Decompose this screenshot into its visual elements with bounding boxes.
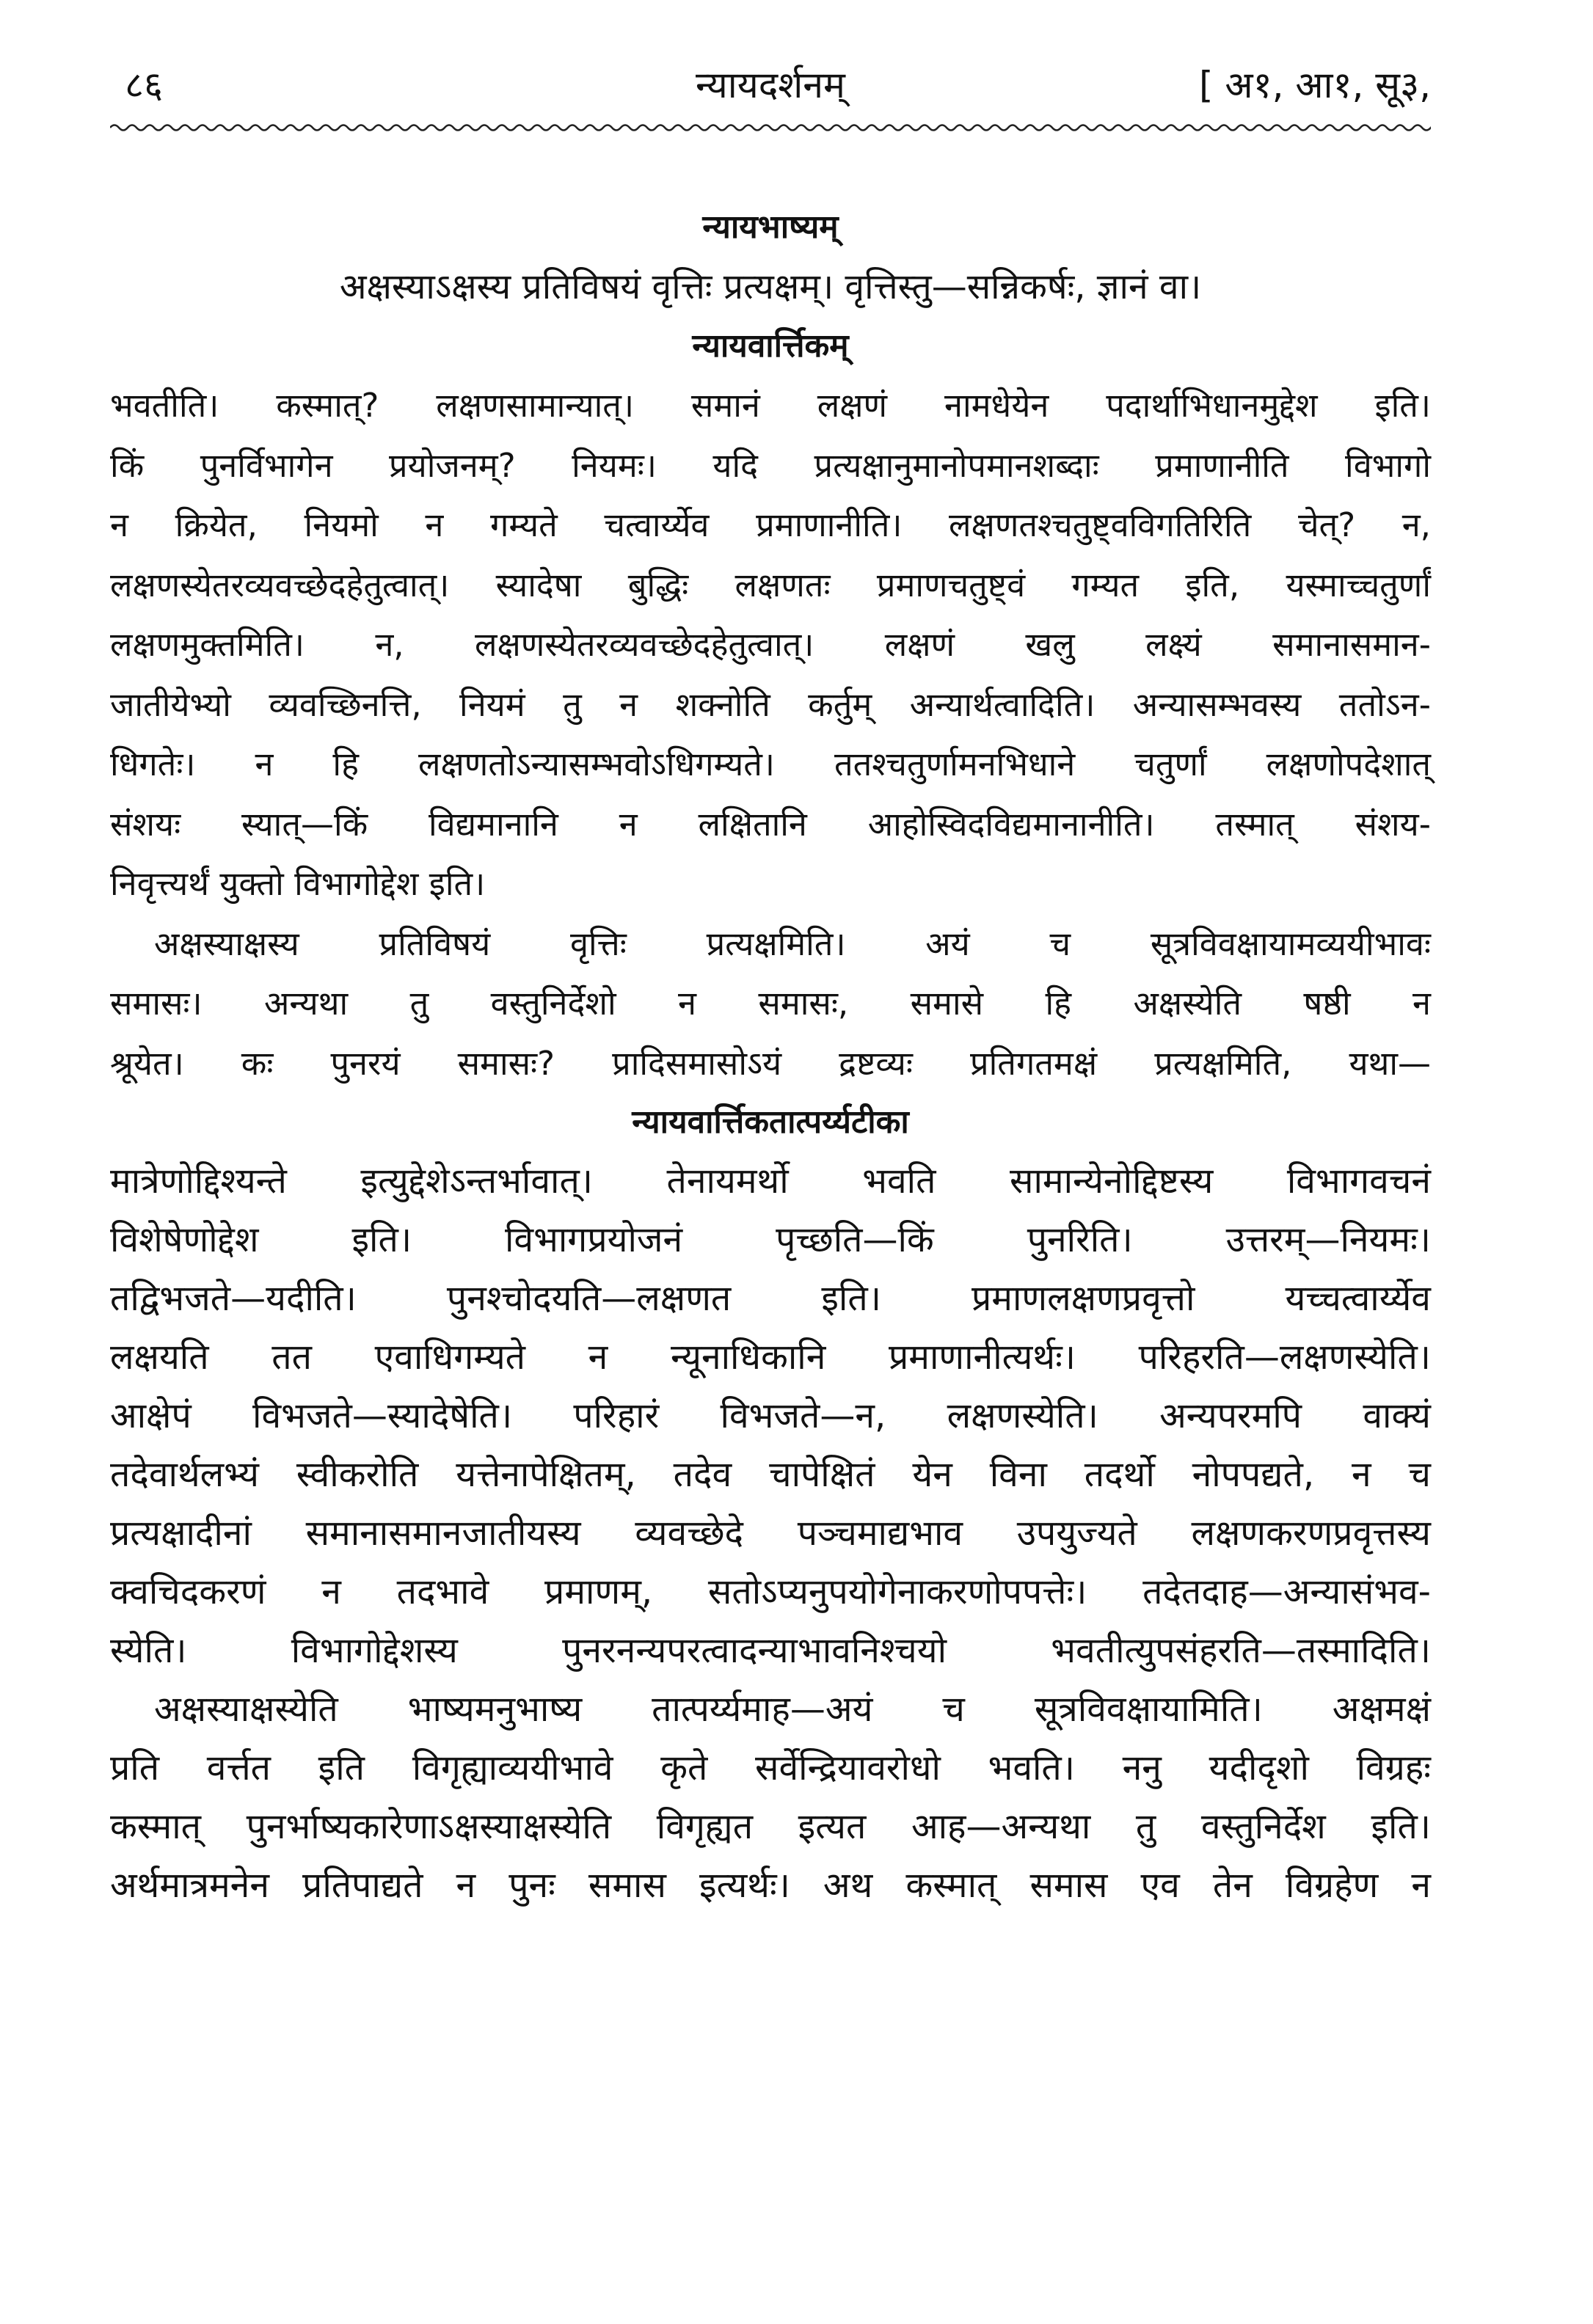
text-line: कस्मात् पुनर्भाष्यकारेणाऽक्षस्याक्षस्येति विगृह्यत इत्यत आह—अन्यथा तु वस्तुनिर्देश इति। <box>110 1806 1431 1847</box>
text-line: तद्विभजते—यदीति। पुनश्चोदयति—लक्षणत इति। प्रमाणलक्षणप्रवृत्तो यच्चत्वार्य्येव <box>110 1278 1431 1319</box>
page-header <box>110 59 1431 117</box>
text-line: प्रत्यक्षादीनां समानासमानजातीयस्य व्यवच्छेदे पञ्चमाद्यभाव उपयुज्यते लक्षणकरणप्रवृत्तस्य <box>110 1513 1431 1554</box>
tika-paragraph-2 <box>110 1680 1431 1915</box>
text-line: क्वचिदकरणं न तदभावे प्रमाणम्, सतोऽप्यनुपयोगेनाकरणोपपत्तेः। तदेतदाह—अन्यासंभव- <box>110 1571 1431 1612</box>
text-line: अर्थमात्रमनेन प्रतिपाद्यते न पुनः समास इत्यर्थः। अथ कस्मात् समास एव तेन विग्रहेण न <box>110 1865 1431 1906</box>
page-number: ८६ <box>125 64 163 106</box>
bhashya-text: अक्षस्याऽक्षस्य प्रतिविषयं वृत्तिः प्रत्यक्षम्। वृत्तिस्तु—सन्निकर्षः, ज्ञानं वा। <box>339 266 1202 307</box>
vartika-paragraph-2 <box>110 914 1431 1094</box>
text-line: विशेषेणोद्देश इति। विभागप्रयोजनं पृच्छति—किं पुनरिति। उत्तरम्—नियमः। <box>110 1219 1431 1260</box>
text-line: जातीयेभ्यो व्यवच्छिनत्ति, नियमं तु न शक्नोति कर्तुम् अन्यार्थत्वादिति। अन्यासम्भवस्य ततोऽन- <box>110 684 1431 724</box>
text-line: भवतीति। कस्मात्? लक्षणसामान्यात्। समानं लक्षणं नामधेयेन पदार्थाभिधानमुद्देश इति। <box>110 386 1431 425</box>
running-title: न्यायदर्शनम् <box>696 64 845 106</box>
text-line: श्रूयेत। कः पुनरयं समासः? प्रादिसमासोऽयं द्रष्टव्यः प्रतिगतमक्षं प्रत्यक्षमिति, यथा— <box>110 1043 1431 1083</box>
bhashya-heading: न्यायभाष्यम् <box>702 208 839 246</box>
vartika-heading: न्यायवार्त्तिकम् <box>692 327 849 365</box>
tika-heading: न्यायवार्त्तिकतात्पर्य्यटीका <box>632 1103 909 1141</box>
text-line: निवृत्त्यर्थं युक्तो विभागोद्देश इति। <box>110 864 486 903</box>
text-line: अक्षस्याक्षस्येति भाष्यमनुभाष्य तात्पर्य्यमाह—अयं च सूत्रविवक्षायामिति। अक्षमक्षं <box>154 1689 1431 1730</box>
tika-paragraph <box>110 1152 1431 1680</box>
text-line: संशयः स्यात्—किं विद्यमानानि न लक्षितानि आहोस्विदविद्यमानानीति। तस्मात् संशय- <box>110 804 1431 844</box>
text-line: प्रति वर्त्तत इति विगृह्याव्ययीभावे कृते सर्वेन्द्रियावरोधो भवति। ननु यदीदृशो विग्रहः <box>110 1747 1431 1788</box>
text-line: स्येति। विभागोद्देशस्य पुनरनन्यपरत्वादन्याभावनिश्चयो भवतीत्युपसंहरति—तस्मादिति। <box>110 1630 1431 1671</box>
text-line: समासः। अन्यथा तु वस्तुनिर्देशो न समासः, समासे हि अक्षस्येति षष्ठी न <box>110 984 1431 1023</box>
text-line: आक्षेपं विभजते—स्यादेषेति। परिहारं विभजते—न, लक्षणस्येति। अन्यपरमपि वाक्यं <box>110 1395 1431 1436</box>
chapter-reference: [ अ१, आ१, सू३, <box>1199 64 1431 106</box>
text-line: लक्षयति तत एवाधिगम्यते न न्यूनाधिकानि प्रमाणानीत्यर्थः। परिहरति—लक्षणस्येति। <box>110 1337 1431 1378</box>
document-page <box>110 59 1431 1915</box>
text-line: लक्षणमुक्तमिति। न, लक्षणस्येतरव्यवच्छेदहेतुत्वात्। लक्षणं खलु लक्ष्यं समानासमान- <box>110 625 1431 664</box>
text-line: न क्रियेत, नियमो न गम्यते चत्वार्य्येव प्रमाणानीति। लक्षणतश्चतुष्ट्वविगतिरिति चेत्? न, <box>110 505 1431 544</box>
text-line: मात्रेणोद्दिश्यन्ते इत्युद्देशेऽन्तर्भावात्। तेनायमर्थो भवति सामान्येनोद्दिष्टस्य विभागवचनं <box>110 1161 1431 1202</box>
text-line: अक्षस्याक्षस्य प्रतिविषयं वृत्तिः प्रत्यक्षमिति। अयं च सूत्रविवक्षायामव्ययीभावः <box>154 924 1431 963</box>
text-line: धिगतेः। न हि लक्षणतोऽन्यासम्भवोऽधिगम्यते। ततश्चतुर्णामनभिधाने चतुर्णां लक्षणोपदेशात् <box>110 745 1431 783</box>
text-line: तदेवार्थलभ्यं स्वीकरोति यत्तेनापेक्षितम्, तदेव चापेक्षितं येन विना तदर्थो नोपपद्यते, न च <box>110 1454 1431 1495</box>
vartika-paragraph <box>110 376 1431 914</box>
text-line: लक्षणस्येतरव्यवच्छेदहेतुत्वात्। स्यादेषा बुद्धिः लक्षणतः प्रमाणचतुष्ट्वं गम्यत इति, यस्माच्चतुर्णां <box>110 565 1431 604</box>
header-wavy-rule <box>110 121 1431 134</box>
text-line: किं पुनर्विभागेन प्रयोजनम्? नियमः। यदि प्रत्यक्षानुमानोपमानशब्दाः प्रमाणानीति विभागो <box>110 445 1431 485</box>
